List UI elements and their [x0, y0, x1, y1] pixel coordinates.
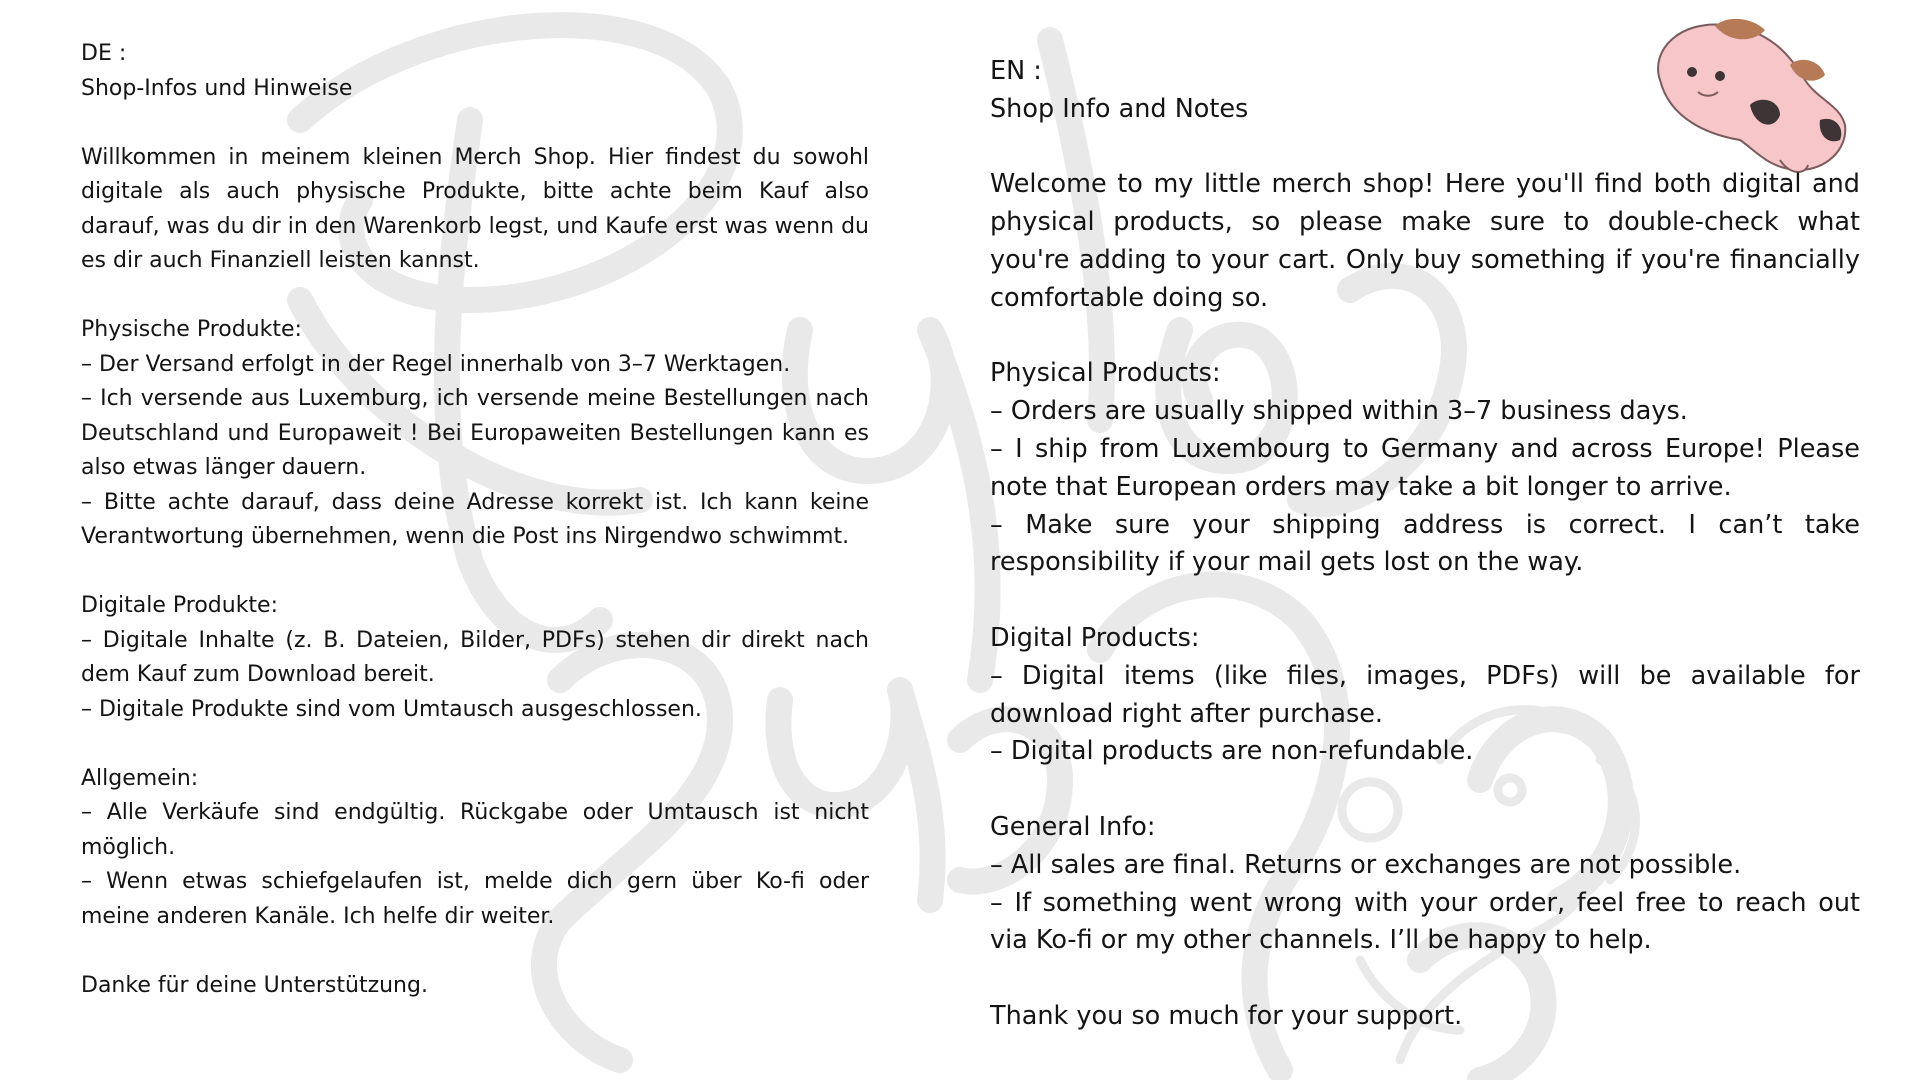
en-physical-item: – Orders are usually shipped within 3–7 business days.: [990, 396, 1688, 427]
en-physical-item: – Make sure your shipping address is correct. I can’t take responsibility if your mail gets lost on the way.: [990, 509, 1860, 578]
en-thanks: Thank you so much for your support.: [990, 1000, 1463, 1031]
de-general-item: – Alle Verkäufe sind endgültig. Rückgabe oder Umtausch ist nicht möglich.: [81, 800, 869, 860]
de-title: Shop-Infos und Hinweise: [81, 75, 353, 101]
german-section: [81, 0, 869, 1003]
en-digital-heading: Digital Products:: [990, 622, 1200, 653]
en-digital-item: – Digital products are non-refundable.: [990, 736, 1474, 767]
de-language-label: DE :: [81, 41, 127, 66]
en-title: Shop Info and Notes: [990, 93, 1249, 124]
en-physical-item: – I ship from Luxembourg to Germany and across Europe! Please note that European orders may take a bit longer to arrive.: [990, 433, 1860, 502]
de-digital-heading: Digitale Produkte:: [81, 593, 279, 618]
en-general-heading: General Info:: [990, 811, 1156, 842]
english-section: [990, 0, 1860, 1036]
de-thanks: Danke für deine Unterstützung.: [81, 972, 428, 998]
de-physical-heading: Physische Produkte:: [81, 317, 302, 342]
de-physical-item: – Der Versand erfolgt in der Regel innerhalb von 3–7 Werktagen.: [81, 351, 791, 377]
de-digital-item: – Digitale Produkte sind vom Umtausch ausgeschlossen.: [81, 696, 702, 722]
en-physical-heading: Physical Products:: [990, 358, 1221, 389]
de-digital-item: – Digitale Inhalte (z. B. Dateien, Bilder, PDFs) stehen dir direkt nach dem Kauf zum Download bereit.: [81, 627, 869, 687]
de-general-item: – Wenn etwas schiefgelaufen ist, melde dich gern über Ko-fi oder meine anderen Kanäle. Ich helfe dir weiter.: [81, 869, 869, 929]
en-digital-item: – Digital items (like files, images, PDFs) will be available for download right after purchase.: [990, 660, 1860, 729]
en-general-item: – If something went wrong with your order, feel free to reach out via Ko-fi or my other channels. I’ll be happy to help.: [990, 887, 1860, 956]
en-intro: Welcome to my little merch shop! Here you'll find both digital and physical products, so please make sure to double-check what you're adding to your cart. Only buy something if you're financially comfortable doing so.: [990, 169, 1860, 313]
de-physical-item: – Ich versende aus Luxemburg, ich versende meine Bestellungen nach Deutschland und Europaweit ! Bei Europaweiten Bestellungen kann es also etwas länger dauern.: [81, 386, 869, 480]
en-general-item: – All sales are final. Returns or exchanges are not possible.: [990, 849, 1742, 880]
de-intro: Willkommen in meinem kleinen Merch Shop. Hier findest du sowohl digitale als auch physische Produkte, bitte achte beim Kauf also darauf, was du dir in den Warenkorb legst, und Kaufe erst was wenn du es dir auch Finanziell leisten kannst.: [81, 144, 869, 273]
de-general-heading: Allgemein:: [81, 765, 199, 791]
de-physical-item: – Bitte achte darauf, dass deine Adresse korrekt ist. Ich kann keine Verantwortung übernehmen, wenn die Post ins Nirgendwo schwimmt.: [81, 489, 869, 549]
en-language-label: EN :: [990, 56, 1042, 86]
